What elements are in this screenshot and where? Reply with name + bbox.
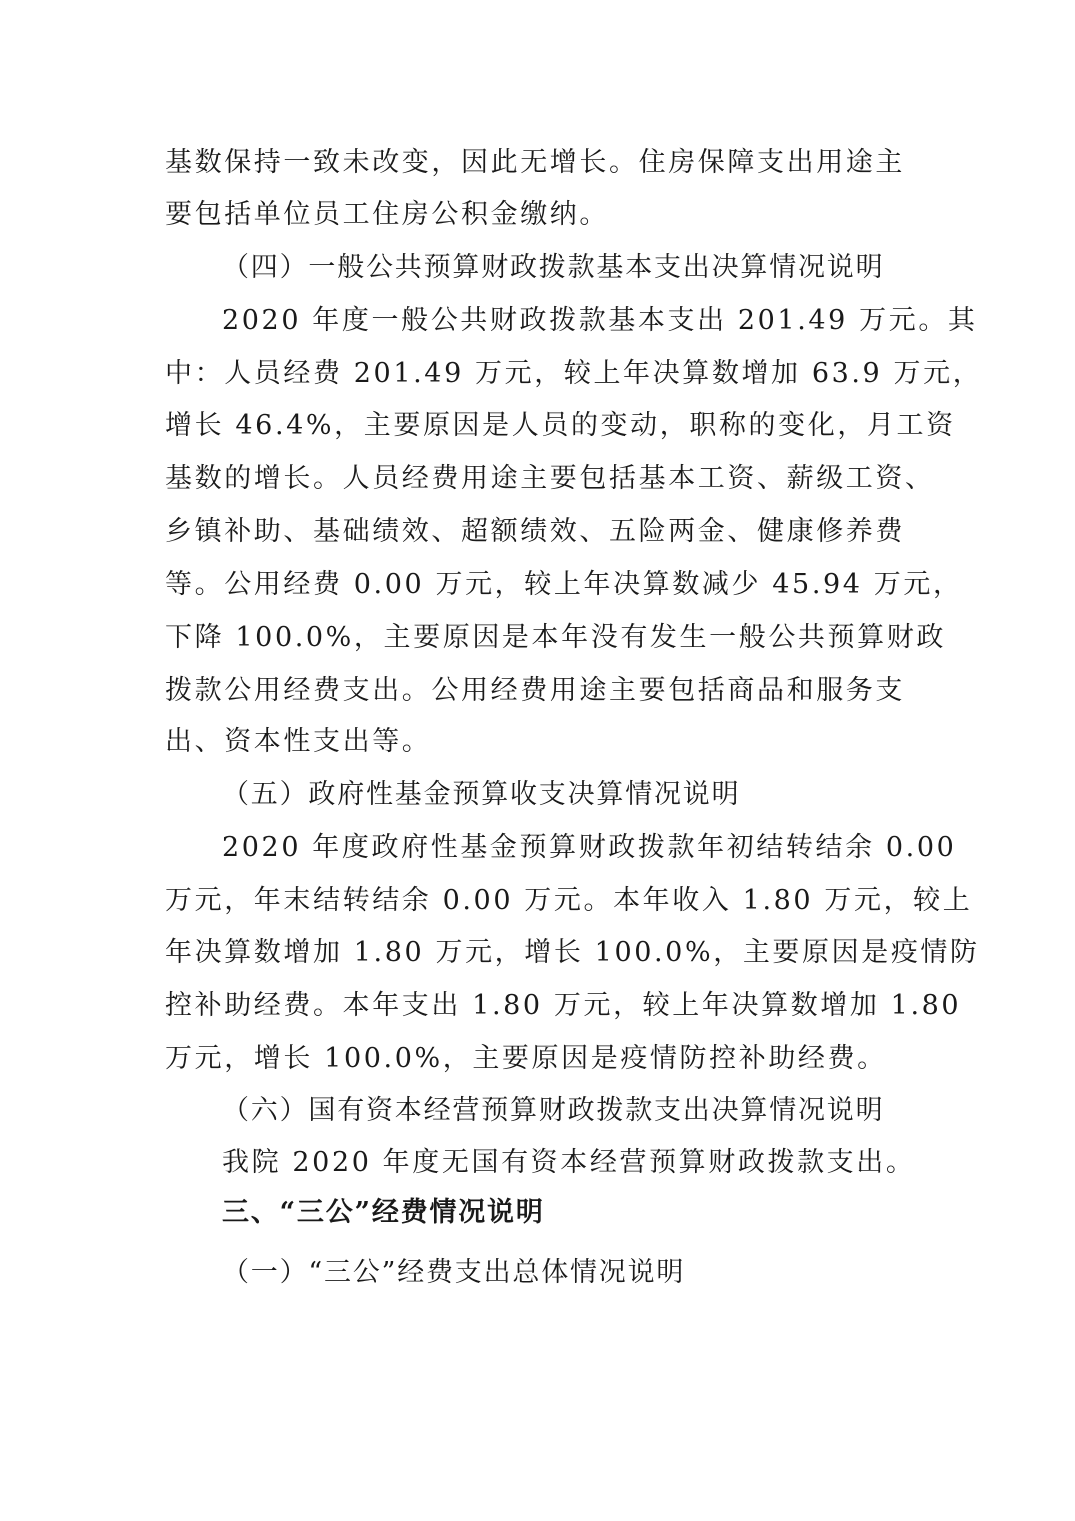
section-heading-4: （四）一般公共预算财政拨款基本支出决算情况说明 xyxy=(222,252,885,283)
body-text-line: 年决算数增加 1.80 万元，增长 100.0%，主要原因是疫情防 xyxy=(165,937,980,968)
body-text-line: 控补助经费。本年支出 1.80 万元，较上年决算数增加 1.80 xyxy=(165,990,962,1021)
section-heading-1: （一）“三公”经费支出总体情况说明 xyxy=(222,1257,686,1288)
body-text-line: 要包括单位员工住房公积金缴纳。 xyxy=(165,199,609,230)
body-text-line: 2020 年度政府性基金预算财政拨款年初结转结余 0.00 xyxy=(222,832,957,863)
body-text-line: 增长 46.4%，主要原因是人员的变动，职称的变化，月工资 xyxy=(165,410,956,441)
body-text-line: 等。公用经费 0.00 万元，较上年决算数减少 45.94 万元， xyxy=(165,569,963,600)
body-text-line: 下降 100.0%，主要原因是本年没有发生一般公共预算财政 xyxy=(165,622,946,653)
body-text-line: 基数的增长。人员经费用途主要包括基本工资、薪级工资、 xyxy=(165,463,935,494)
body-text-line: 万元，年末结转结余 0.00 万元。本年收入 1.80 万元，较上 xyxy=(165,885,973,916)
body-text-line: 我院 2020 年度无国有资本经营预算财政拨款支出。 xyxy=(222,1147,916,1178)
body-text-line: 基数保持一致未改变，因此无增长。住房保障支出用途主 xyxy=(165,147,905,178)
body-text-line: 中：人员经费 201.49 万元，较上年决算数增加 63.9 万元， xyxy=(165,358,983,389)
body-text-line: 2020 年度一般公共财政拨款基本支出 201.49 万元。其 xyxy=(222,305,978,336)
section-heading-6: （六）国有资本经营预算财政拨款支出决算情况说明 xyxy=(222,1095,885,1126)
body-text-line: 出、资本性支出等。 xyxy=(165,726,432,757)
body-text-line: 乡镇补助、基础绩效、超额绩效、五险两金、健康修养费 xyxy=(165,516,905,547)
section-heading-5: （五）政府性基金预算收支决算情况说明 xyxy=(222,779,741,810)
body-text-line: 万元，增长 100.0%，主要原因是疫情防控补助经费。 xyxy=(165,1043,887,1074)
chapter-heading-3: 三、“三公”经费情况说明 xyxy=(222,1197,545,1228)
body-text-line: 拨款公用经费支出。公用经费用途主要包括商品和服务支 xyxy=(165,675,905,706)
